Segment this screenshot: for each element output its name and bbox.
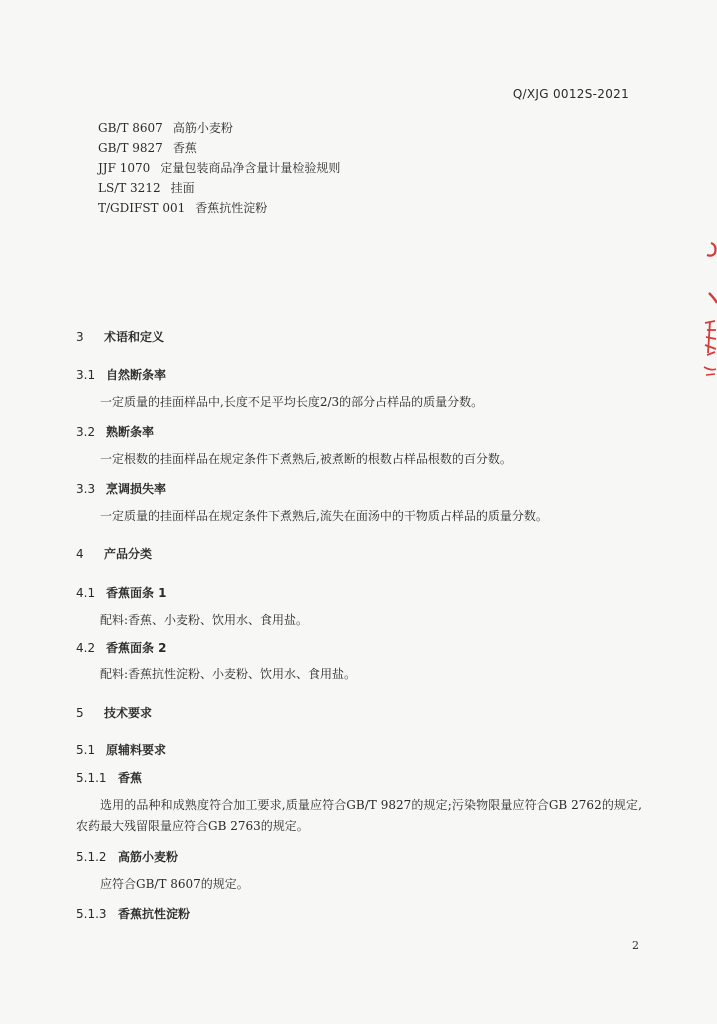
paragraph-3-1: 一定质量的挂面样品中,长度不足平均长度2/3的部分占样品的质量分数。: [100, 395, 484, 409]
reference-title: 香蕉抗性淀粉: [195, 201, 268, 215]
section-title: 高筋小麦粉: [118, 850, 179, 864]
reference-title: 香蕉: [172, 141, 197, 155]
paragraph-3-2: 一定根数的挂面样品在规定条件下煮熟后,被煮断的根数占样品根数的百分数。: [100, 452, 512, 466]
section-number: 5: [76, 706, 84, 720]
section-title: 烹调损失率: [106, 482, 167, 496]
paragraph-4-1: 配料:香蕉、小麦粉、饮用水、食用盐。: [100, 613, 309, 627]
reference-title: 高筋小麦粉: [172, 121, 233, 135]
section-heading-4: [76, 545, 152, 562]
section-heading-5-1: [76, 741, 166, 758]
section-title: 技术要求: [104, 706, 153, 720]
section-title: 香蕉面条 1: [106, 586, 167, 600]
section-number: 4: [76, 547, 84, 561]
section-title: 香蕉抗性淀粉: [118, 907, 191, 921]
section-number: 3.2: [76, 425, 96, 439]
reference-item: [98, 138, 340, 158]
section-heading-5-1-2: [76, 848, 178, 865]
section-number: 3: [76, 330, 84, 344]
paragraph-5-1-2: 应符合GB/T 8607的规定。: [100, 877, 249, 891]
section-heading-5-1-1: [76, 769, 142, 786]
reference-code: JJF 1070: [98, 161, 151, 175]
reference-item: [98, 198, 340, 218]
document-code: Q/XJG 0012S-2021: [512, 87, 629, 101]
section-heading-5: [76, 704, 152, 721]
section-number: 5.1.3: [76, 907, 107, 921]
reference-code: LS/T 3212: [98, 181, 161, 195]
section-title: 香蕉面条 2: [106, 641, 167, 655]
section-heading-3: [76, 328, 164, 345]
seal-stamp-fragment: [697, 235, 717, 385]
reference-code: GB/T 9827: [98, 141, 163, 155]
reference-title: 挂面: [170, 181, 195, 195]
section-title: 原辅料要求: [106, 743, 167, 757]
paragraph-3-3: 一定质量的挂面样品在规定条件下煮熟后,流失在面汤中的干物质占样品的质量分数。: [100, 509, 548, 523]
section-title: 熟断条率: [106, 425, 155, 439]
page-number: 2: [632, 939, 639, 952]
section-title: 产品分类: [104, 547, 153, 561]
section-number: 4.2: [76, 641, 96, 655]
section-number: 3.1: [76, 368, 96, 382]
reference-item: [98, 158, 340, 178]
section-title: 自然断条率: [106, 368, 167, 382]
section-number: 5.1: [76, 743, 96, 757]
paragraph-5-1-1: 选用的品种和成熟度符合加工要求,质量应符合GB/T 9827的规定;污染物限量应符合GB 2762的规定,农药最大残留限量应符合GB 2763的规定。: [76, 798, 642, 833]
paragraph-4-2: 配料:香蕉抗性淀粉、小麦粉、饮用水、食用盐。: [100, 667, 357, 681]
section-number: 5.1.1: [76, 771, 107, 785]
section-heading-3-2: [76, 423, 154, 440]
section-title: 香蕉: [118, 771, 143, 785]
section-heading-3-3: [76, 480, 166, 497]
reference-title: 定量包装商品净含量计量检验规则: [160, 161, 341, 175]
reference-list: [98, 118, 340, 218]
section-heading-4-1: [76, 584, 167, 601]
reference-code: GB/T 8607: [98, 121, 163, 135]
section-number: 5.1.2: [76, 850, 107, 864]
section-number: 4.1: [76, 586, 96, 600]
section-heading-4-2: [76, 639, 167, 656]
reference-item: [98, 118, 340, 138]
reference-code: T/GDIFST 001: [98, 201, 186, 215]
section-title: 术语和定义: [104, 330, 165, 344]
section-number: 3.3: [76, 482, 96, 496]
section-heading-3-1: [76, 366, 166, 383]
section-heading-5-1-3: [76, 905, 190, 922]
reference-item: [98, 178, 340, 198]
